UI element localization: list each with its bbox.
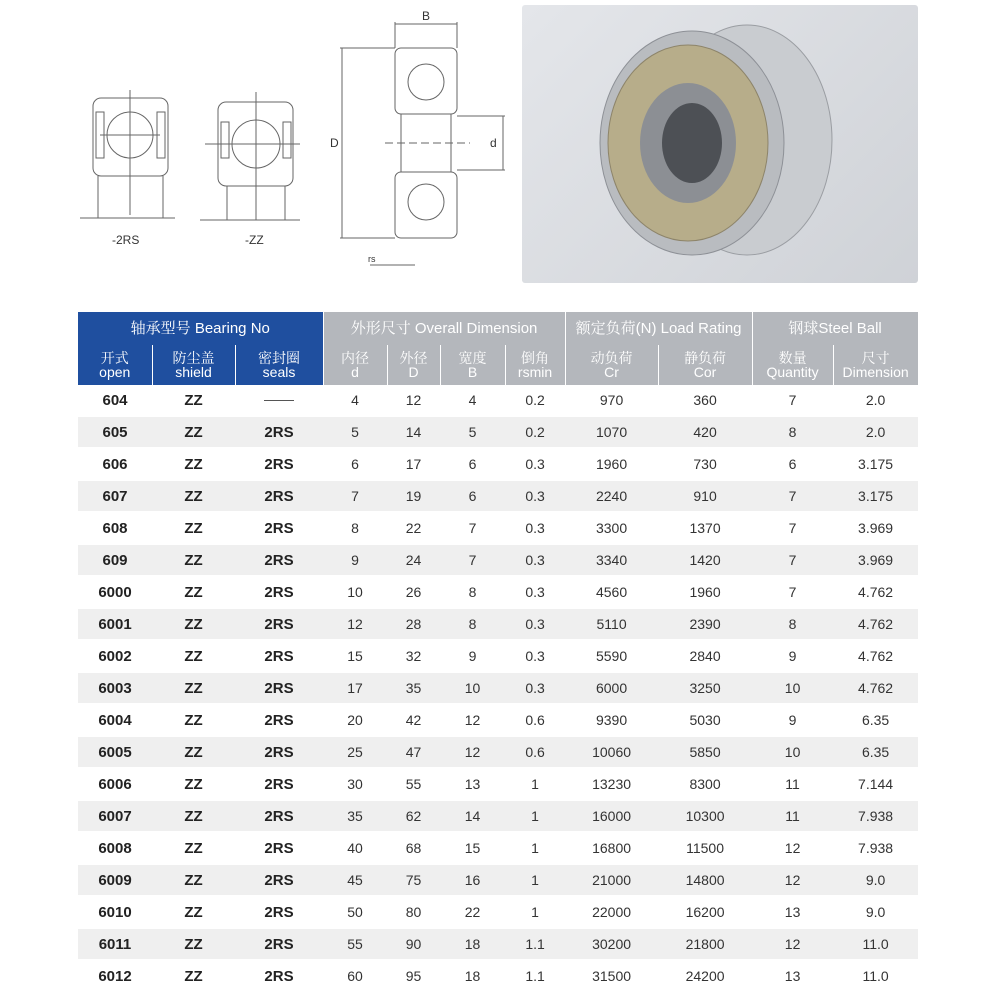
table-cell: 47 xyxy=(387,736,440,768)
table-cell: 7.938 xyxy=(833,832,918,864)
table-cell: 7 xyxy=(752,544,833,576)
table-row xyxy=(78,800,918,832)
table-cell: 607 xyxy=(78,480,152,512)
column-header-text: B xyxy=(467,364,478,380)
table-cell: 1 xyxy=(505,832,565,864)
table-cell: 2RS xyxy=(235,736,323,768)
table-cell: ZZ xyxy=(152,640,235,672)
table-cell: 14800 xyxy=(658,864,752,896)
table-cell: ZZ xyxy=(152,576,235,608)
table-cell: 5110 xyxy=(565,608,658,640)
table-cell: 8 xyxy=(440,576,505,608)
table-cell: 50 xyxy=(323,896,387,928)
table-cell: 2RS xyxy=(235,928,323,960)
table-cell: 6007 xyxy=(78,800,152,832)
table-cell: 80 xyxy=(387,896,440,928)
table-cell: 30 xyxy=(323,768,387,800)
table-cell: 1070 xyxy=(565,416,658,448)
table-cell: 10300 xyxy=(658,800,752,832)
table-cell: 16 xyxy=(440,864,505,896)
table-cell: 7 xyxy=(752,385,833,416)
table-cell: 35 xyxy=(323,800,387,832)
column-header xyxy=(752,345,833,385)
table-cell: 12 xyxy=(440,736,505,768)
table-cell: 604 xyxy=(78,385,152,416)
table-cell: 13230 xyxy=(565,768,658,800)
table-cell: 6010 xyxy=(78,896,152,928)
table-cell: 10 xyxy=(323,576,387,608)
table-cell: 5590 xyxy=(565,640,658,672)
table-cell: 2RS xyxy=(235,832,323,864)
table-cell: 6003 xyxy=(78,672,152,704)
table-cell: 2RS xyxy=(235,704,323,736)
table-cell: 90 xyxy=(387,928,440,960)
table-cell: 6.35 xyxy=(833,736,918,768)
table-cell: 5 xyxy=(440,416,505,448)
table-cell: 1370 xyxy=(658,512,752,544)
table-cell: 30200 xyxy=(565,928,658,960)
table-row xyxy=(78,608,918,640)
table-cell: 3250 xyxy=(658,672,752,704)
table-cell: 1420 xyxy=(658,544,752,576)
column-header-text: 外径 xyxy=(399,350,428,366)
table-cell: 910 xyxy=(658,480,752,512)
table-cell: 17 xyxy=(323,672,387,704)
table-cell: 608 xyxy=(78,512,152,544)
table-cell: 6012 xyxy=(78,960,152,992)
table-row xyxy=(78,448,918,480)
table-cell: 15 xyxy=(440,832,505,864)
table-cell: 6004 xyxy=(78,704,152,736)
table-cell: 6005 xyxy=(78,736,152,768)
table-cell: 26 xyxy=(387,576,440,608)
table-cell: 6 xyxy=(440,448,505,480)
table-cell: 0.3 xyxy=(505,608,565,640)
table-cell: 35 xyxy=(387,672,440,704)
table-row xyxy=(78,672,918,704)
column-header xyxy=(152,345,235,385)
table-row xyxy=(78,385,918,416)
table-cell: 420 xyxy=(658,416,752,448)
table-cell: 11.0 xyxy=(833,960,918,992)
table-cell: 970 xyxy=(565,385,658,416)
table-cell: 5850 xyxy=(658,736,752,768)
table-cell: 4 xyxy=(440,385,505,416)
table-row xyxy=(78,512,918,544)
label-2rs: -2RS xyxy=(112,233,140,247)
table-cell: 3.175 xyxy=(833,448,918,480)
table-row xyxy=(78,896,918,928)
label-B: B xyxy=(422,9,431,23)
table-cell: 3.969 xyxy=(833,544,918,576)
table-cell: 2RS xyxy=(235,768,323,800)
table-cell: 9 xyxy=(752,704,833,736)
table-cell: 12 xyxy=(387,385,440,416)
column-header xyxy=(387,345,440,385)
table-cell: 6 xyxy=(752,448,833,480)
table-cell: ZZ xyxy=(152,960,235,992)
table-cell: 9.0 xyxy=(833,864,918,896)
table-cell: 2RS xyxy=(235,544,323,576)
table-cell: ZZ xyxy=(152,416,235,448)
table-cell: 16800 xyxy=(565,832,658,864)
table-cell: 1 xyxy=(505,896,565,928)
table-cell: 0.3 xyxy=(505,672,565,704)
column-header-text: 防尘盖 xyxy=(172,350,215,366)
table-cell: ZZ xyxy=(152,800,235,832)
table-cell: 7 xyxy=(440,544,505,576)
table-cell: ZZ xyxy=(152,896,235,928)
table-row xyxy=(78,960,918,992)
table-cell: ZZ xyxy=(152,704,235,736)
table-cell: 1 xyxy=(505,864,565,896)
table-cell: 2RS xyxy=(235,608,323,640)
table-cell: 6011 xyxy=(78,928,152,960)
table-cell: 7 xyxy=(752,512,833,544)
zz-drawing xyxy=(200,92,300,220)
table-cell: 9 xyxy=(323,544,387,576)
table-cell: 0.3 xyxy=(505,544,565,576)
column-header-text: shield xyxy=(175,364,212,380)
table-cell: 4560 xyxy=(565,576,658,608)
table-row xyxy=(78,736,918,768)
table-cell xyxy=(235,385,323,416)
table-cell: 2RS xyxy=(235,960,323,992)
column-header xyxy=(833,345,918,385)
table-cell: ZZ xyxy=(152,608,235,640)
table-cell: 0.6 xyxy=(505,736,565,768)
column-header-text: Quantity xyxy=(766,364,819,380)
table-cell: 730 xyxy=(658,448,752,480)
label-D: D xyxy=(330,136,339,150)
table-cell: 42 xyxy=(387,704,440,736)
table-cell: 16200 xyxy=(658,896,752,928)
table-cell: 0.3 xyxy=(505,512,565,544)
table-cell: 5030 xyxy=(658,704,752,736)
table-cell: 19 xyxy=(387,480,440,512)
table-cell: 4 xyxy=(323,385,387,416)
table-cell: 18 xyxy=(440,928,505,960)
column-header xyxy=(440,345,505,385)
table-cell: 2RS xyxy=(235,896,323,928)
table-cell: ZZ xyxy=(152,832,235,864)
column-header xyxy=(323,345,387,385)
table-cell: ZZ xyxy=(152,544,235,576)
column-header-text: 动负荷 xyxy=(590,350,633,366)
table-row xyxy=(78,640,918,672)
table-cell: 606 xyxy=(78,448,152,480)
table-cell: 3.175 xyxy=(833,480,918,512)
table-cell: 6001 xyxy=(78,608,152,640)
table-cell: 2840 xyxy=(658,640,752,672)
table-cell: ZZ xyxy=(152,864,235,896)
dimension-drawing xyxy=(340,22,505,265)
table-cell: 8 xyxy=(323,512,387,544)
table-cell: 12 xyxy=(440,704,505,736)
table-cell: 8300 xyxy=(658,768,752,800)
table-cell: ZZ xyxy=(152,768,235,800)
table-cell: 62 xyxy=(387,800,440,832)
table-cell: 18 xyxy=(440,960,505,992)
table-cell: 8 xyxy=(752,416,833,448)
table-cell: 7 xyxy=(752,480,833,512)
table-cell: 2RS xyxy=(235,640,323,672)
table-cell: 12 xyxy=(323,608,387,640)
column-header-text: 开式 xyxy=(100,350,129,366)
table-cell: 60 xyxy=(323,960,387,992)
table-cell: 6008 xyxy=(78,832,152,864)
table-cell: 2RS xyxy=(235,480,323,512)
column-header-text: 倒角 xyxy=(521,350,550,366)
table-cell: 21000 xyxy=(565,864,658,896)
label-rs: rs xyxy=(368,254,376,264)
table-cell: 0.3 xyxy=(505,448,565,480)
table-cell: 1960 xyxy=(658,576,752,608)
table-cell: 609 xyxy=(78,544,152,576)
table-cell: 13 xyxy=(440,768,505,800)
table-cell: 7.938 xyxy=(833,800,918,832)
table-cell: 1.1 xyxy=(505,960,565,992)
table-cell: 6 xyxy=(323,448,387,480)
table-cell: 17 xyxy=(387,448,440,480)
table-cell: ZZ xyxy=(152,448,235,480)
bearing-spec-table xyxy=(78,312,919,993)
table-cell: ZZ xyxy=(152,736,235,768)
table-cell: 0.2 xyxy=(505,385,565,416)
table-row xyxy=(78,704,918,736)
table-row xyxy=(78,416,918,448)
table-cell: 95 xyxy=(387,960,440,992)
table-cell: 7 xyxy=(752,576,833,608)
2rs-drawing xyxy=(80,90,175,218)
table-cell: 6006 xyxy=(78,768,152,800)
group-overall-dimension: 外形尺寸 Overall Dimension xyxy=(323,312,565,345)
column-header xyxy=(658,345,752,385)
column-header-text: Cor xyxy=(693,364,717,380)
table-cell: 21800 xyxy=(658,928,752,960)
table-cell: 4.762 xyxy=(833,672,918,704)
table-cell: 2RS xyxy=(235,576,323,608)
table-cell: 2RS xyxy=(235,448,323,480)
table-row xyxy=(78,576,918,608)
table-cell: 12 xyxy=(752,864,833,896)
table-cell: 11.0 xyxy=(833,928,918,960)
table-cell: 7 xyxy=(440,512,505,544)
table-cell: 6.35 xyxy=(833,704,918,736)
table-cell: 12 xyxy=(752,832,833,864)
table-cell: 0.2 xyxy=(505,416,565,448)
table-cell: 32 xyxy=(387,640,440,672)
table-cell: 75 xyxy=(387,864,440,896)
table-row xyxy=(78,928,918,960)
table-cell: 9390 xyxy=(565,704,658,736)
column-header-text: 密封圈 xyxy=(258,350,301,366)
column-header xyxy=(78,345,152,385)
column-header-text: 静负荷 xyxy=(684,350,727,366)
column-header xyxy=(565,345,658,385)
table-row xyxy=(78,768,918,800)
column-header-text: open xyxy=(99,364,131,380)
column-header-text: d xyxy=(351,364,359,380)
table-cell: 7.144 xyxy=(833,768,918,800)
table-cell: 2RS xyxy=(235,512,323,544)
table-cell: 10060 xyxy=(565,736,658,768)
table-cell: 10 xyxy=(440,672,505,704)
table-cell: 5 xyxy=(323,416,387,448)
table-cell: 7 xyxy=(323,480,387,512)
table-cell: 55 xyxy=(387,768,440,800)
table-cell: 360 xyxy=(658,385,752,416)
table-cell: 605 xyxy=(78,416,152,448)
table-cell: 3.969 xyxy=(833,512,918,544)
table-cell: 10 xyxy=(752,672,833,704)
table-cell: 11 xyxy=(752,768,833,800)
table-cell: 45 xyxy=(323,864,387,896)
table-cell: 0.6 xyxy=(505,704,565,736)
column-header-text: seals xyxy=(262,364,296,380)
table-cell: 0.3 xyxy=(505,480,565,512)
label-zz: -ZZ xyxy=(245,233,264,247)
table-cell: 3300 xyxy=(565,512,658,544)
table-cell: 22 xyxy=(387,512,440,544)
table-cell: 15 xyxy=(323,640,387,672)
group-load-rating: 额定负荷(N) Load Rating xyxy=(565,312,752,345)
table-cell: ZZ xyxy=(152,480,235,512)
column-header-text: 内径 xyxy=(341,350,370,366)
column-header-text: 数量 xyxy=(778,350,807,366)
table-cell: 6 xyxy=(440,480,505,512)
table-cell: 28 xyxy=(387,608,440,640)
table-cell: 25 xyxy=(323,736,387,768)
table-cell: 40 xyxy=(323,832,387,864)
label-d: d xyxy=(490,136,497,150)
table-cell: 6002 xyxy=(78,640,152,672)
table-cell: 12 xyxy=(752,928,833,960)
column-header-text: 宽度 xyxy=(458,350,487,366)
table-cell: ZZ xyxy=(152,512,235,544)
table-cell: ZZ xyxy=(152,672,235,704)
table-cell: 4.762 xyxy=(833,640,918,672)
table-cell: 24200 xyxy=(658,960,752,992)
column-header xyxy=(505,345,565,385)
table-cell: ZZ xyxy=(152,385,235,416)
table-row xyxy=(78,544,918,576)
table-cell: 22000 xyxy=(565,896,658,928)
table-cell: 1 xyxy=(505,800,565,832)
bearing-photo xyxy=(522,5,918,283)
table-cell: 24 xyxy=(387,544,440,576)
table-cell: 2240 xyxy=(565,480,658,512)
group-bearing-no: 轴承型号 Bearing No xyxy=(78,312,323,345)
column-header xyxy=(235,345,323,385)
table-row xyxy=(78,480,918,512)
table-cell: 4.762 xyxy=(833,576,918,608)
table-cell: 2RS xyxy=(235,672,323,704)
table-cell: 14 xyxy=(387,416,440,448)
table-cell: 2RS xyxy=(235,800,323,832)
dash-mark xyxy=(264,400,294,401)
table-cell: 9 xyxy=(440,640,505,672)
table-cell: 31500 xyxy=(565,960,658,992)
table-cell: 8 xyxy=(440,608,505,640)
bearing-drawings xyxy=(60,0,520,280)
table-cell: 8 xyxy=(752,608,833,640)
table-cell: 3340 xyxy=(565,544,658,576)
table-cell: 14 xyxy=(440,800,505,832)
table-cell: 55 xyxy=(323,928,387,960)
column-header-text: Dimension xyxy=(842,364,909,380)
table-cell: 6000 xyxy=(565,672,658,704)
table-cell: 1960 xyxy=(565,448,658,480)
table-cell: 2RS xyxy=(235,416,323,448)
column-header-text: D xyxy=(408,364,419,380)
table-cell: 2.0 xyxy=(833,385,918,416)
column-header-text: Cr xyxy=(604,364,619,380)
table-cell: 68 xyxy=(387,832,440,864)
table-cell: 10 xyxy=(752,736,833,768)
table-cell: 2390 xyxy=(658,608,752,640)
column-header-text: rsmin xyxy=(517,364,553,380)
table-cell: 13 xyxy=(752,896,833,928)
table-cell: 20 xyxy=(323,704,387,736)
table-cell: 11 xyxy=(752,800,833,832)
table-cell: 11500 xyxy=(658,832,752,864)
group-steel-ball: 钢球Steel Ball xyxy=(752,312,918,345)
table-cell: 13 xyxy=(752,960,833,992)
table-cell: 2.0 xyxy=(833,416,918,448)
table-cell: 16000 xyxy=(565,800,658,832)
table-cell: ZZ xyxy=(152,928,235,960)
table-cell: 1.1 xyxy=(505,928,565,960)
table-cell: 9 xyxy=(752,640,833,672)
table-cell: 9.0 xyxy=(833,896,918,928)
table-cell: 0.3 xyxy=(505,576,565,608)
table-cell: 6000 xyxy=(78,576,152,608)
table-cell: 4.762 xyxy=(833,608,918,640)
table-cell: 1 xyxy=(505,768,565,800)
table-row xyxy=(78,864,918,896)
table-cell: 2RS xyxy=(235,864,323,896)
table-row xyxy=(78,832,918,864)
table-cell: 0.3 xyxy=(505,640,565,672)
table-cell: 6009 xyxy=(78,864,152,896)
column-header-text: 尺寸 xyxy=(861,350,890,366)
table-cell: 22 xyxy=(440,896,505,928)
